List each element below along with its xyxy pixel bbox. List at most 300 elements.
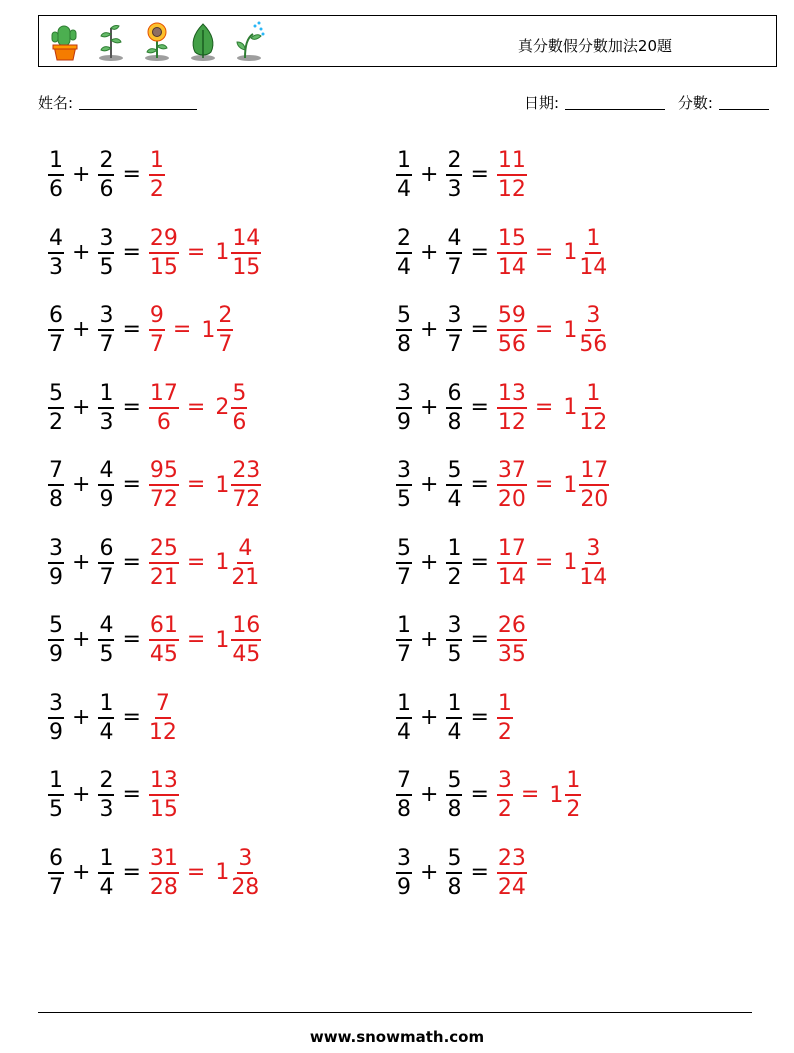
mixed-fraction (229, 380, 249, 436)
mixed-fraction (229, 457, 263, 513)
denominator: 9 (49, 564, 63, 590)
numerator: 25 (149, 535, 179, 564)
plus-sign: + (72, 317, 91, 342)
denominator: 2 (566, 797, 581, 822)
plus-sign: + (72, 549, 91, 575)
mixed-whole: 1 (563, 472, 578, 498)
answer (495, 767, 583, 823)
numerator: 26 (497, 612, 527, 641)
numerator: 13 (149, 767, 179, 796)
equals-sign: = (534, 472, 554, 497)
fraction-a (394, 535, 414, 591)
fraction-a (46, 690, 66, 746)
answer-fraction (495, 690, 515, 746)
plus-sign: + (420, 162, 439, 187)
numerator: 5 (446, 457, 462, 486)
denominator: 6 (49, 177, 63, 202)
problem-13 (46, 607, 263, 673)
fraction-a (394, 690, 414, 746)
fraction-b (444, 535, 464, 591)
denominator: 7 (397, 564, 411, 590)
denominator: 20 (497, 487, 526, 512)
denominator: 15 (149, 254, 178, 280)
denominator: 9 (49, 719, 63, 745)
denominator: 6 (99, 177, 114, 202)
problem-16 (394, 685, 515, 751)
score-blank[interactable] (719, 93, 769, 110)
equals-sign: = (470, 162, 489, 187)
name-blank[interactable] (79, 93, 197, 110)
numerator: 2 (98, 147, 114, 176)
numerator: 5 (446, 767, 462, 796)
denominator: 9 (49, 642, 63, 667)
denominator: 4 (447, 719, 462, 745)
mixed-fraction (229, 535, 261, 591)
denominator: 7 (99, 332, 114, 357)
score-label: 分數: (677, 94, 713, 112)
mixed-fraction (577, 535, 609, 591)
equals-sign: = (186, 627, 206, 652)
numerator: 14 (231, 225, 261, 254)
numerator: 4 (446, 225, 462, 254)
plus-sign: + (72, 472, 91, 497)
numerator: 61 (149, 612, 179, 641)
denominator: 8 (49, 487, 63, 512)
denominator: 14 (579, 564, 608, 590)
denominator: 28 (149, 874, 178, 900)
denominator: 5 (49, 797, 63, 822)
fraction-b (96, 535, 116, 591)
answer-fraction (147, 767, 181, 823)
fraction-b (444, 767, 464, 823)
header-box (38, 15, 777, 67)
equals-sign: = (186, 394, 206, 420)
plus-sign: + (420, 859, 439, 885)
mixed-fraction (215, 302, 235, 358)
numerator: 4 (98, 457, 114, 486)
denominator: 45 (232, 642, 261, 667)
equals-sign: = (122, 162, 141, 187)
date-blank[interactable] (565, 93, 665, 110)
numerator: 3 (48, 535, 64, 564)
denominator: 7 (149, 332, 164, 357)
answer (147, 845, 261, 901)
denominator: 21 (231, 564, 260, 590)
denominator: 24 (497, 874, 526, 900)
denominator: 7 (99, 564, 114, 590)
mixed-whole: 1 (215, 860, 230, 885)
numerator: 1 (98, 845, 114, 874)
answer-fraction (495, 380, 529, 436)
fraction-b (444, 302, 464, 358)
fraction-b (96, 302, 116, 358)
numerator: 4 (48, 225, 64, 254)
answer-fraction (147, 302, 167, 358)
mixed-whole: 1 (215, 550, 230, 575)
fraction-a (46, 457, 66, 513)
denominator: 5 (397, 487, 411, 512)
numerator: 23 (497, 845, 527, 874)
footer-url: www.snowmath.com (309, 1028, 485, 1046)
denominator: 12 (579, 409, 608, 435)
numerator: 1 (149, 147, 165, 176)
mixed-fraction (577, 380, 609, 436)
date-label: 日期: (524, 94, 560, 112)
fraction-b (444, 147, 464, 203)
sunflower-icon (139, 20, 175, 62)
answer-fraction (147, 457, 181, 513)
answer-fraction (495, 845, 529, 901)
equals-sign: = (470, 472, 489, 497)
problem-12 (394, 530, 609, 596)
numerator: 17 (579, 457, 609, 486)
mixed-fraction (577, 302, 609, 358)
date-score-fields (524, 93, 769, 113)
numerator: 1 (565, 767, 581, 796)
denominator: 4 (397, 177, 411, 202)
answer (495, 845, 529, 901)
denominator: 8 (447, 409, 462, 435)
mixed-whole: 1 (201, 317, 216, 343)
denominator: 8 (447, 797, 462, 822)
denominator: 7 (397, 642, 411, 667)
denominator: 6 (232, 409, 247, 435)
answer-fraction (495, 767, 515, 823)
answer-fraction (495, 147, 529, 203)
name-field (38, 93, 197, 113)
fraction-a (394, 380, 414, 436)
denominator: 14 (497, 254, 526, 280)
fraction-a (394, 457, 414, 513)
problem-14 (394, 607, 529, 673)
numerator: 3 (585, 535, 601, 564)
numerator: 1 (98, 690, 114, 719)
denominator: 4 (99, 874, 114, 900)
equals-sign: = (470, 782, 489, 807)
plus-sign: + (420, 239, 439, 265)
denominator: 12 (148, 719, 177, 745)
numerator: 1 (396, 612, 412, 641)
mixed-fraction (577, 225, 609, 281)
plus-sign: + (72, 162, 91, 187)
answer (147, 612, 263, 668)
denominator: 3 (99, 409, 114, 435)
numerator: 5 (396, 535, 412, 564)
answer-fraction (147, 612, 181, 668)
numerator: 2 (98, 767, 114, 796)
denominator: 8 (397, 332, 411, 357)
numerator: 5 (396, 302, 412, 331)
answer (495, 147, 529, 203)
numerator: 2 (396, 225, 412, 254)
denominator: 9 (99, 487, 114, 512)
numerator: 5 (48, 612, 64, 641)
denominator: 3 (447, 177, 462, 202)
numerator: 1 (585, 380, 601, 409)
denominator: 3 (99, 797, 114, 822)
mixed-fraction (229, 612, 263, 668)
mixed-whole: 1 (563, 317, 578, 343)
fraction-a (394, 612, 414, 668)
answer (495, 457, 611, 513)
answer-fraction (147, 147, 167, 203)
numerator: 2 (217, 302, 233, 331)
numerator: 3 (48, 690, 64, 719)
problem-5 (46, 297, 235, 363)
answer-fraction (147, 535, 181, 591)
plus-sign: + (420, 549, 439, 575)
denominator: 2 (149, 177, 164, 202)
equals-sign: = (470, 317, 489, 342)
fraction-a (394, 767, 414, 823)
numerator: 3 (98, 225, 114, 254)
problem-18 (394, 762, 583, 828)
plus-sign: + (420, 704, 439, 730)
problem-1 (46, 142, 167, 208)
denominator: 7 (447, 254, 462, 280)
watering-plant-icon (231, 20, 267, 62)
denominator: 3 (49, 254, 63, 280)
fraction-b (444, 380, 464, 436)
equals-sign: = (122, 859, 141, 885)
answer (147, 535, 261, 591)
equals-sign: = (470, 704, 489, 730)
denominator: 4 (99, 719, 114, 745)
fraction-a (394, 225, 414, 281)
fraction-a (46, 380, 66, 436)
denominator: 14 (579, 254, 608, 280)
plus-sign: + (420, 472, 439, 497)
numerator: 4 (237, 535, 253, 564)
denominator: 7 (447, 332, 462, 357)
numerator: 1 (48, 767, 64, 796)
numerator: 59 (497, 302, 527, 331)
equals-sign: = (186, 472, 206, 497)
numerator: 13 (497, 380, 527, 409)
denominator: 20 (580, 487, 609, 512)
denominator: 4 (447, 487, 462, 512)
mixed-whole: 1 (563, 240, 578, 265)
numerator: 3 (396, 457, 412, 486)
denominator: 35 (497, 642, 526, 667)
fraction-b (444, 845, 464, 901)
numerator: 9 (149, 302, 165, 331)
denominator: 56 (579, 332, 608, 357)
equals-sign: = (122, 239, 141, 265)
problem-19 (46, 840, 261, 906)
numerator: 7 (396, 767, 412, 796)
equals-sign: = (470, 394, 489, 420)
numerator: 11 (497, 147, 527, 176)
answer (147, 380, 249, 436)
numerator: 5 (48, 380, 64, 409)
equals-sign: = (534, 549, 554, 575)
equals-sign: = (122, 394, 141, 420)
sprout-icon (93, 20, 129, 62)
numerator: 5 (231, 380, 247, 409)
fraction-a (46, 147, 66, 203)
problem-10 (394, 452, 611, 518)
numerator: 37 (497, 457, 527, 486)
denominator: 8 (447, 874, 462, 900)
equals-sign: = (186, 549, 206, 575)
answer-fraction (147, 845, 181, 901)
plant-icons (47, 20, 267, 62)
answer-fraction (147, 225, 181, 281)
numerator: 3 (446, 612, 462, 641)
numerator: 1 (497, 690, 513, 719)
tree-icon (185, 20, 221, 62)
numerator: 3 (396, 845, 412, 874)
numerator: 3 (497, 767, 513, 796)
numerator: 29 (149, 225, 179, 254)
mixed-fraction (563, 767, 583, 823)
answer-fraction (495, 535, 529, 591)
answer-fraction (495, 225, 529, 281)
denominator: 72 (149, 487, 178, 512)
denominator: 14 (497, 564, 526, 590)
plus-sign: + (72, 239, 91, 265)
answer (147, 302, 235, 358)
problem-7 (46, 375, 249, 441)
mixed-whole: 1 (215, 240, 230, 265)
fraction-b (96, 767, 116, 823)
fraction-b (96, 612, 116, 668)
fraction-a (46, 535, 66, 591)
answer-fraction (147, 380, 181, 436)
plus-sign: + (72, 627, 91, 652)
denominator: 2 (447, 564, 462, 590)
fraction-b (96, 380, 116, 436)
problem-8 (394, 375, 609, 441)
fraction-a (394, 845, 414, 901)
equals-sign: = (172, 317, 192, 342)
denominator: 5 (99, 642, 114, 667)
equals-sign: = (122, 472, 141, 497)
denominator: 56 (497, 332, 526, 357)
mixed-whole: 1 (215, 627, 230, 653)
denominator: 72 (232, 487, 261, 512)
denominator: 2 (497, 719, 512, 745)
denominator: 5 (447, 642, 462, 667)
numerator: 1 (446, 690, 462, 719)
answer-fraction (147, 690, 179, 746)
answer (147, 457, 263, 513)
answer (147, 225, 263, 281)
equals-sign: = (186, 239, 206, 265)
denominator: 7 (49, 874, 63, 900)
denominator: 7 (49, 332, 63, 357)
fraction-b (96, 225, 116, 281)
mixed-fraction (229, 845, 261, 901)
equals-sign: = (122, 704, 141, 730)
numerator: 1 (98, 380, 114, 409)
numerator: 3 (585, 302, 601, 331)
equals-sign: = (534, 394, 554, 420)
denominator: 15 (149, 797, 178, 822)
problem-15 (46, 685, 179, 751)
denominator: 2 (497, 797, 512, 822)
plus-sign: + (72, 704, 91, 730)
numerator: 3 (396, 380, 412, 409)
problem-6 (394, 297, 609, 363)
fraction-a (46, 225, 66, 281)
answer-fraction (495, 612, 529, 668)
answer (495, 690, 515, 746)
mixed-fraction (229, 225, 263, 281)
numerator: 15 (497, 225, 527, 254)
mixed-fraction (577, 457, 611, 513)
numerator: 6 (48, 302, 64, 331)
numerator: 1 (396, 690, 412, 719)
numerator: 3 (237, 845, 253, 874)
worksheet-title: 真分數假分數加法20題 (517, 37, 672, 55)
denominator: 15 (232, 254, 261, 280)
numerator: 95 (149, 457, 179, 486)
numerator: 1 (446, 535, 462, 564)
answer-fraction (495, 457, 529, 513)
numerator: 4 (98, 612, 114, 641)
numerator: 1 (48, 147, 64, 176)
numerator: 17 (497, 535, 527, 564)
denominator: 9 (397, 874, 411, 900)
fraction-b (444, 690, 464, 746)
denominator: 5 (99, 254, 114, 280)
fraction-a (394, 302, 414, 358)
cactus-icon (47, 20, 83, 62)
fraction-a (46, 767, 66, 823)
mixed-whole: 1 (563, 550, 578, 575)
equals-sign: = (470, 627, 489, 652)
denominator: 9 (397, 409, 411, 435)
fraction-b (96, 147, 116, 203)
answer (495, 535, 609, 591)
fraction-a (46, 845, 66, 901)
name-label: 姓名: (38, 94, 74, 112)
equals-sign: = (122, 317, 141, 342)
answer (495, 380, 609, 436)
mixed-whole: 2 (215, 395, 230, 420)
equals-sign: = (122, 782, 141, 807)
numerator: 16 (231, 612, 261, 641)
equals-sign: = (122, 549, 141, 575)
plus-sign: + (72, 394, 91, 420)
numerator: 5 (446, 845, 462, 874)
equals-sign: = (470, 549, 489, 575)
problem-3 (46, 220, 263, 286)
problem-20 (394, 840, 529, 906)
equals-sign: = (470, 239, 489, 265)
problem-2 (394, 142, 529, 208)
fraction-b (96, 845, 116, 901)
answer (147, 690, 179, 746)
denominator: 8 (397, 797, 411, 822)
answer (147, 147, 167, 203)
equals-sign: = (470, 859, 489, 885)
numerator: 3 (446, 302, 462, 331)
mixed-whole: 1 (215, 472, 230, 498)
fraction-b (444, 457, 464, 513)
denominator: 12 (497, 409, 526, 435)
fraction-b (444, 225, 464, 281)
numerator: 6 (446, 380, 462, 409)
plus-sign: + (420, 317, 439, 342)
equals-sign: = (520, 782, 540, 807)
fraction-b (444, 612, 464, 668)
plus-sign: + (420, 394, 439, 420)
equals-sign: = (534, 317, 554, 342)
denominator: 21 (149, 564, 178, 590)
